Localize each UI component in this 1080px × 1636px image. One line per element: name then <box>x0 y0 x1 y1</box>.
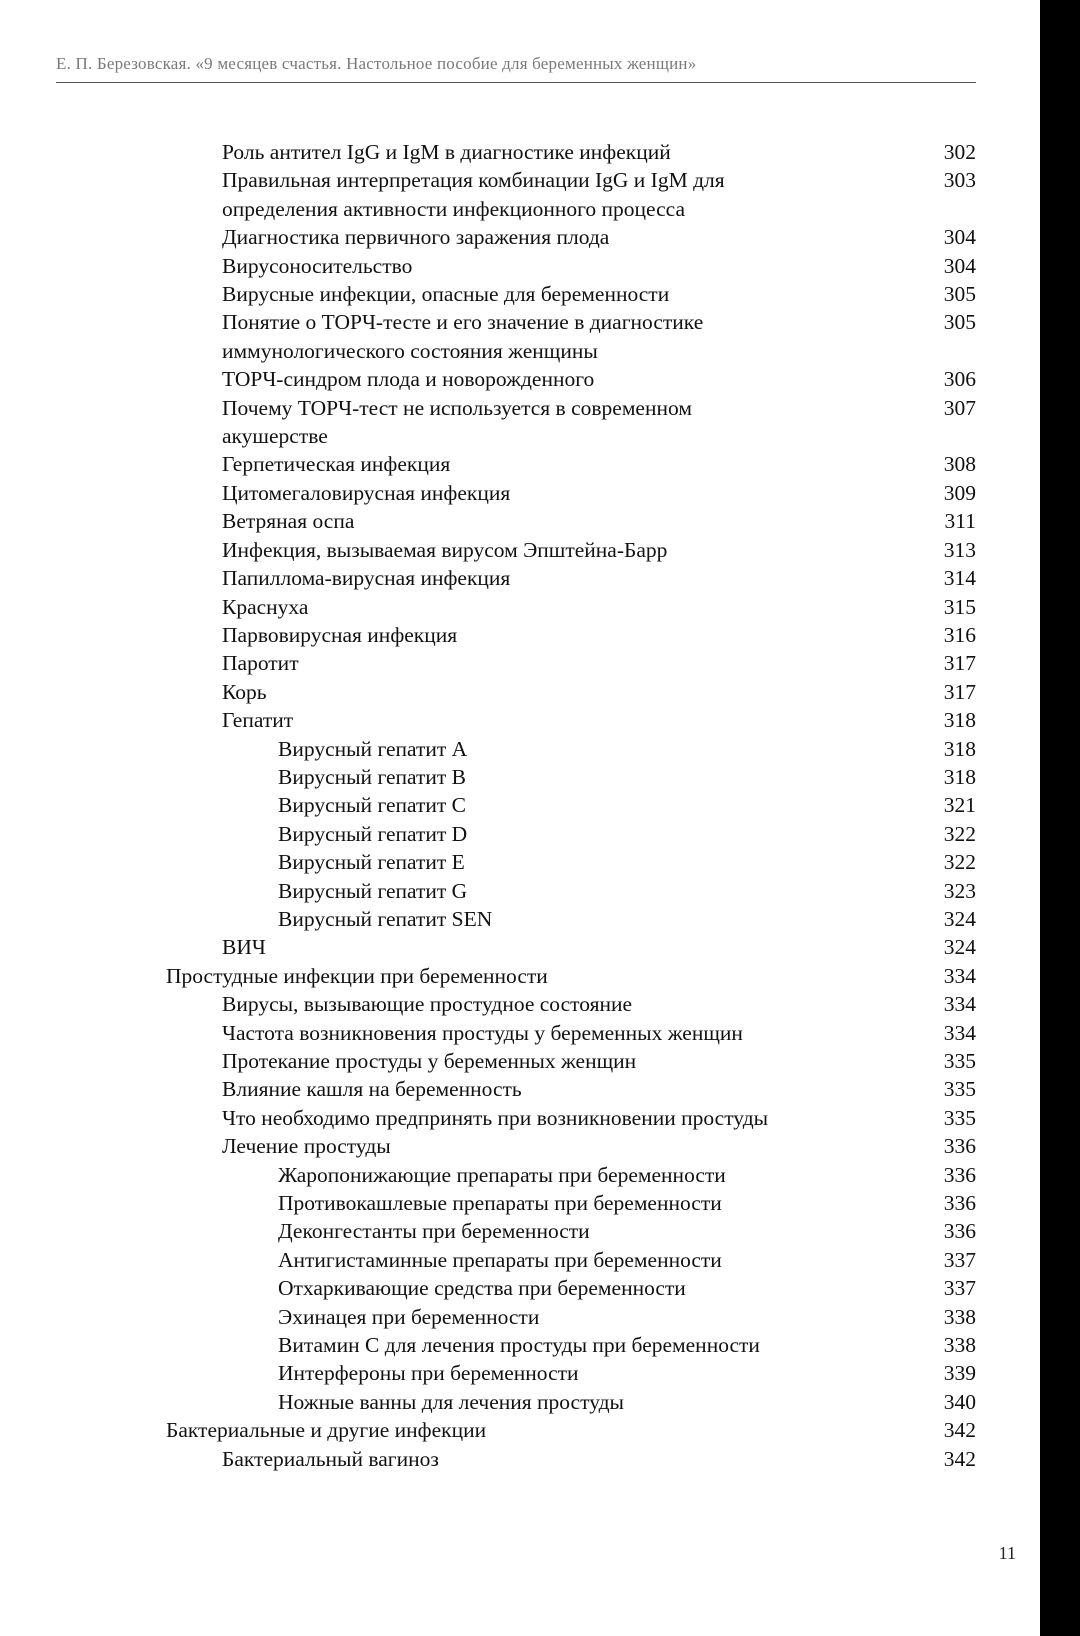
toc-entry-page: 309 <box>943 480 976 505</box>
toc-entry <box>0 394 1040 451</box>
toc-entry-title: Простудные инфекции при беременности <box>166 963 548 988</box>
toc-entry-page: 324 <box>943 906 976 931</box>
toc-entry-title: Вирусный гепатит D <box>278 821 468 846</box>
toc-entry-page: 318 <box>943 708 976 733</box>
toc-entry-page: 322 <box>943 850 976 875</box>
toc-entry-title: Герпетическая инфекция <box>222 452 451 477</box>
toc-entry-page: 323 <box>943 878 976 903</box>
toc-entry <box>0 962 1040 990</box>
toc-entry <box>0 1445 1040 1473</box>
toc-entry-page: 304 <box>943 225 976 250</box>
toc-entry-page: 335 <box>943 1105 976 1130</box>
toc-entry-page: 337 <box>943 1247 976 1272</box>
toc-entry <box>0 479 1040 507</box>
toc-entry <box>0 1217 1040 1245</box>
toc-entry-title: Диагностика первичного заражения плода <box>222 225 610 250</box>
toc-entry <box>0 1274 1040 1302</box>
toc-entry <box>0 990 1040 1018</box>
toc-entry-page: 334 <box>943 992 976 1017</box>
toc-entry-title: Папиллома-вирусная инфекция <box>222 566 511 591</box>
toc-entry-title: Вирусный гепатит B <box>278 764 467 789</box>
toc-entry-page: 336 <box>943 1134 976 1159</box>
toc-entry-title: Ножные ванны для лечения простуды <box>278 1389 624 1414</box>
toc-entry-title: Гепатит <box>222 708 294 733</box>
toc-entry <box>0 593 1040 621</box>
toc-entry-page: 306 <box>943 367 976 392</box>
toc-entry-page: 311 <box>944 509 976 534</box>
header-rule <box>56 82 976 83</box>
toc-entry-title: Вирусный гепатит SEN <box>278 906 493 931</box>
toc-entry-title: Частота возникновения простуды у беременных женщин <box>222 1020 743 1045</box>
toc-entry-title: Вирусный гепатит G <box>278 878 468 903</box>
toc-entry-title: Корь <box>222 679 267 704</box>
toc-entry-title: Краснуха <box>222 594 309 619</box>
toc-entry-page: 313 <box>943 537 976 562</box>
toc-entry-page: 318 <box>943 764 976 789</box>
running-header: Е. П. Березовская. «9 месяцев счастья. Настольное пособие для беременных женщин» <box>56 54 697 73</box>
toc-entry <box>0 1246 1040 1274</box>
toc-entry <box>0 1075 1040 1103</box>
toc-entry <box>0 308 1040 365</box>
toc-entry-page: 338 <box>943 1333 976 1358</box>
page-number: 11 <box>998 1543 1016 1563</box>
toc-entry-title: ВИЧ <box>222 935 266 960</box>
toc-entry <box>0 791 1040 819</box>
toc-entry-page: 315 <box>943 594 976 619</box>
toc-entry-title: Жаропонижающие препараты при беременности <box>278 1162 726 1187</box>
toc-entry <box>0 1161 1040 1189</box>
toc-entry-title: Вирусный гепатит E <box>278 850 465 875</box>
toc-entry-title: Вирусоносительство <box>222 253 413 278</box>
toc-entry-title: Роль антител IgG и IgM в диагностике инфекций <box>222 140 671 164</box>
toc-entry-page: 339 <box>943 1361 976 1386</box>
toc-entry-page: 308 <box>943 452 976 477</box>
toc-entry-page: 317 <box>943 679 976 704</box>
toc-entry-title: Цитомегаловирусная инфекция <box>222 480 511 505</box>
toc-entry <box>0 706 1040 734</box>
toc-entry-title: Вирусные инфекции, опасные для беременности <box>222 282 670 307</box>
toc-entry-page: 318 <box>943 736 976 761</box>
toc-entry-title: Интерфероны при беременности <box>278 1361 579 1386</box>
toc-entry <box>0 223 1040 251</box>
toc-entry-page: 314 <box>943 566 976 591</box>
toc-entry-page: 324 <box>943 935 976 960</box>
toc-entry-title: Что необходимо предпринять при возникновении простуды <box>222 1105 769 1130</box>
toc-entry-page: 340 <box>943 1389 976 1414</box>
toc-entry-page: 338 <box>943 1304 976 1329</box>
toc-entry-page: 335 <box>943 1049 976 1073</box>
toc-entry-page: 337 <box>943 1276 976 1301</box>
toc-entry <box>0 507 1040 535</box>
toc-entry <box>0 1189 1040 1217</box>
toc-entry-title: Витамин С для лечения простуды при беременности <box>278 1333 760 1358</box>
toc-entry-title: Паротит <box>222 651 299 676</box>
toc-entry <box>0 365 1040 393</box>
toc-entry-page: 336 <box>943 1191 976 1216</box>
toc-entry <box>0 1416 1040 1444</box>
toc-entry-page: 322 <box>943 821 976 846</box>
toc-entry-page: 336 <box>943 1219 976 1244</box>
table-of-contents <box>0 138 1040 1473</box>
toc-entry-page: 334 <box>943 963 976 988</box>
toc-entry-page: 342 <box>943 1418 976 1443</box>
toc-entry <box>0 536 1040 564</box>
toc-entry <box>0 933 1040 961</box>
toc-entry-page: 303 <box>943 168 976 193</box>
toc-entry-title: Ветряная оспа <box>222 509 355 534</box>
toc-entry-page: 321 <box>943 793 976 818</box>
toc-entry <box>0 848 1040 876</box>
toc-entry <box>0 1359 1040 1387</box>
toc-entry <box>0 1303 1040 1331</box>
toc-entry-page: 316 <box>943 622 976 647</box>
toc-entry-title: Вирусный гепатит A <box>278 736 468 761</box>
toc-entry-title: Бактериальный вагиноз <box>222 1446 439 1471</box>
toc-entry-title: Отхаркивающие средства при беременности <box>278 1276 686 1301</box>
toc-entry <box>0 280 1040 308</box>
toc-entry <box>0 763 1040 791</box>
toc-entry-title: Антигистаминные препараты при беременности <box>278 1247 722 1272</box>
page-edge-bar <box>1040 0 1080 1636</box>
toc-entry-title: Почему ТОРЧ-тест не используется в современном акушерстве <box>222 395 692 449</box>
toc-entry-title: Правильная интерпретация комбинации IgG и IgM для определения активности инфекционного процесса <box>222 168 725 221</box>
toc-entry-page: 317 <box>943 651 976 676</box>
toc-entry <box>0 1388 1040 1416</box>
toc-entry <box>0 1019 1040 1047</box>
toc-entry <box>0 1132 1040 1160</box>
toc-entry-title: Бактериальные и другие инфекции <box>166 1418 487 1443</box>
toc-entry <box>0 678 1040 706</box>
toc-entry <box>0 138 1040 166</box>
toc-entry-title: Понятие о ТОРЧ-тесте и его значение в диагностике иммунологического состояния женщины <box>222 310 704 363</box>
toc-entry-title: Вирусный гепатит C <box>278 793 467 818</box>
toc-entry <box>0 252 1040 280</box>
toc-entry-title: ТОРЧ-синдром плода и новорожденного <box>222 367 595 392</box>
toc-entry-title: Противокашлевые препараты при беременности <box>278 1191 722 1216</box>
toc-entry <box>0 1331 1040 1359</box>
toc-entry <box>0 166 1040 223</box>
toc-entry-page: 305 <box>943 282 976 307</box>
toc-entry-title: Лечение простуды <box>222 1134 391 1159</box>
toc-entry <box>0 1047 1040 1075</box>
toc-entry-page: 336 <box>943 1162 976 1187</box>
toc-entry-page: 335 <box>943 1077 976 1102</box>
toc-entry <box>0 621 1040 649</box>
toc-entry-page: 305 <box>943 310 976 335</box>
toc-entry-title: Протекание простуды у беременных женщин <box>222 1049 637 1073</box>
toc-entry <box>0 877 1040 905</box>
toc-entry <box>0 1104 1040 1132</box>
toc-entry <box>0 905 1040 933</box>
toc-entry <box>0 649 1040 677</box>
toc-entry-page: 302 <box>943 140 976 164</box>
toc-entry-page: 304 <box>943 253 976 278</box>
toc-entry <box>0 450 1040 478</box>
toc-entry <box>0 735 1040 763</box>
toc-entry <box>0 820 1040 848</box>
toc-entry-title: Парвовирусная инфекция <box>222 622 458 647</box>
toc-entry-page: 307 <box>943 395 976 420</box>
toc-entry-title: Деконгестанты при беременности <box>278 1219 590 1244</box>
toc-entry-title: Эхинацея при беременности <box>278 1304 540 1329</box>
toc-entry-title: Инфекция, вызываемая вирусом Эпштейна-Барр <box>222 537 668 562</box>
toc-entry <box>0 564 1040 592</box>
toc-entry-title: Влияние кашля на беременность <box>222 1077 522 1102</box>
toc-entry-page: 342 <box>943 1446 976 1471</box>
toc-entry-title: Вирусы, вызывающие простудное состояние <box>222 992 633 1017</box>
toc-entry-page: 334 <box>943 1020 976 1045</box>
